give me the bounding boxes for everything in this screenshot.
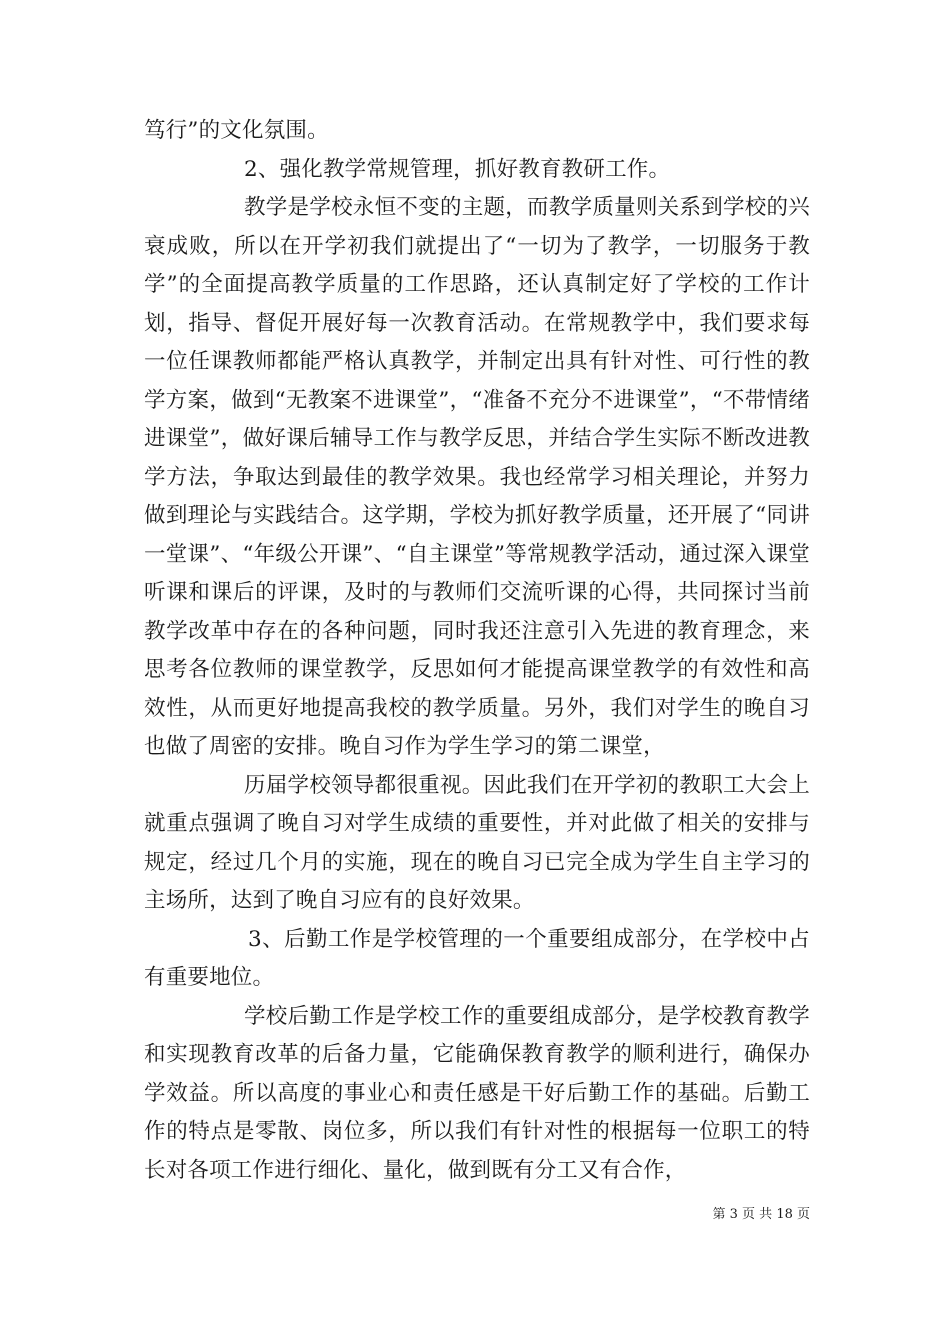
document-body	[144, 112, 810, 1190]
paragraph-logistics: 学校后勤工作是学校工作的重要组成部分，是学校教育教学和实现教育改革的后备力量，它能确保教育教学的顺利进行，确保办学效益。所以高度的事业心和责任感是干好后勤工作的基础。后勤工作的特点是零散、岗位多，所以我们有针对性的根据每一位职工的特长对各项工作进行细化、量化，做到既有分工又有合作，	[144, 1003, 810, 1183]
section-heading-3: 3、后勤工作是学校管理的一个重要组成部分，在学校中占有重要地位。	[144, 926, 810, 990]
paragraph-continuation: 笃行”的文化氛围。	[144, 118, 329, 143]
section-heading-2: 2、强化教学常规管理，抓好教育教研工作。	[244, 156, 671, 182]
paragraph-evening-study: 历届学校领导都很重视。因此我们在开学初的教职工大会上就重点强调了晚自习对学生成绩的重要性，并对此做了相关的安排与规定，经过几个月的实施，现在的晚自习已完全成为学生自主学习的主场所，达到了晚自习应有的良好效果。	[144, 772, 810, 913]
paragraph-teaching: 教学是学校永恒不变的主题，而教学质量则关系到学校的兴衰成败，所以在开学初我们就提出了“一切为了教学，一切服务于教学”的全面提高教学质量的工作思路，还认真制定好了学校的工作计划，指导、督促开展好每一次教育活动。在常规教学中，我们要求每一位任课教师都能严格认真教学，并制定出具有针对性、可行性的教学方案，做到“无教案不进课堂”，“准备不充分不进课堂”，“不带情绪进课堂”，做好课后辅导工作与教学反思，并结合学生实际不断改进教学方法，争取达到最佳的教学效果。我也经常学习相关理论，并努力做到理论与实践结合。这学期，学校为抓好教学质量，还开展了“同讲一堂课”、“年级公开课”、“自主课堂”等常规教学活动，通过深入课堂听课和课后的评课，及时的与教师们交流听课的心得，共同探讨当前教学改革中存在的各种问题，同时我还注意引入先进的教育理念，来思考各位教师的课堂教学，反思如何才能提高课堂教学的有效性和高效性，从而更好地提高我校的教学质量。另外，我们对学生的晚自习也做了周密的安排。晚自习作为学生学习的第二课堂，	[144, 195, 810, 759]
page-number-footer: 第 3 页 共 18 页	[712, 1207, 810, 1222]
